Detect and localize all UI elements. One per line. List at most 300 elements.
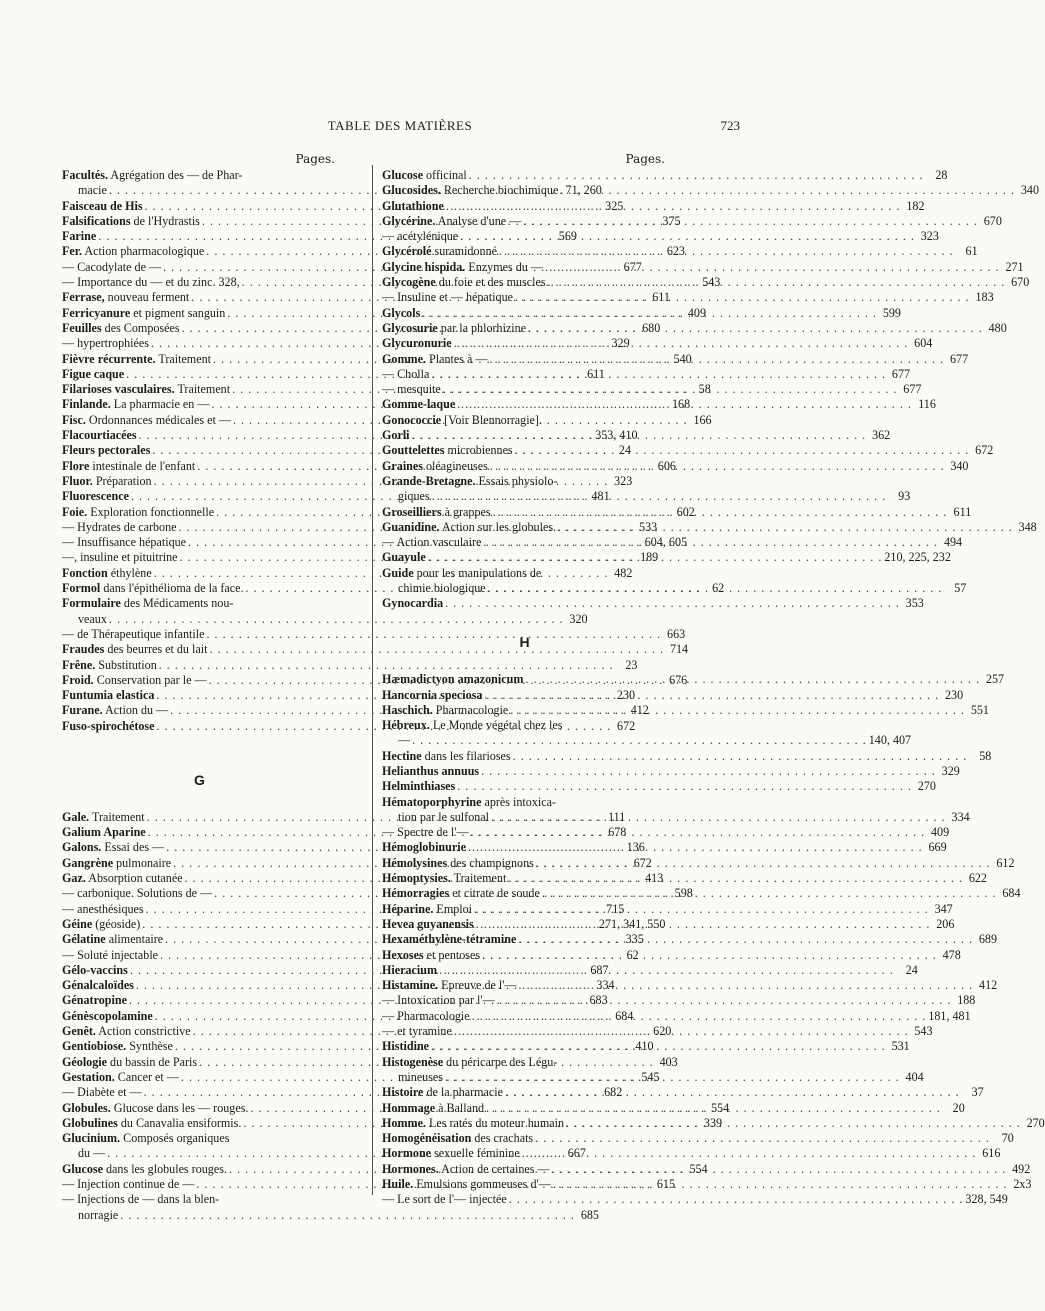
entry-term (62, 489, 129, 504)
entry-term (382, 993, 495, 1008)
entry-page-ref: 492 (1012, 1161, 1031, 1176)
dot-leader (499, 244, 954, 259)
entry-term (382, 1024, 452, 1039)
entry-text: Synthèse (126, 1039, 173, 1054)
dot-leader (432, 489, 887, 504)
entry-page-ref: 682 (604, 1085, 623, 1100)
entry-page-ref: 677 (891, 366, 911, 381)
entry-term (382, 275, 549, 290)
entry-term (62, 275, 240, 290)
entry-keyword: Fièvre récurrente. (62, 351, 156, 366)
entry-text: Emploi (433, 901, 473, 916)
entry-page-ref: 335 (625, 932, 644, 947)
entry-keyword: Finlande. (62, 397, 111, 412)
entry-term (62, 1116, 241, 1131)
entry-text: des crachats (471, 1131, 534, 1146)
entry-term (382, 1039, 429, 1054)
entry-keyword: Filarioses vasculaires. (62, 382, 175, 397)
entry-page-ref: 687 (590, 962, 609, 977)
entry-text: Les ratés du moteur humain (426, 1115, 565, 1130)
entry-term (382, 596, 443, 611)
dot-leader (493, 505, 948, 520)
entry-term (62, 336, 149, 351)
entry-term (382, 520, 556, 535)
index-entry (382, 840, 947, 855)
entry-term (62, 886, 212, 901)
entry-keyword: Hémoglobinurie (382, 840, 466, 855)
entry-text: par la phlorhizine (437, 320, 527, 335)
index-entry (382, 1085, 984, 1100)
dot-leader (535, 1131, 990, 1146)
entry-keyword: Gélo-vaccins (62, 962, 128, 977)
entry-page-ref: 684 (1002, 886, 1021, 901)
entry-page-ref: 480 (988, 320, 1007, 335)
entry-keyword: Glucinium. (62, 1131, 121, 1146)
entry-term (62, 993, 127, 1008)
entry-keyword: Fleurs pectorales (62, 443, 151, 458)
entry-term (62, 474, 152, 489)
entry-term (62, 612, 107, 627)
entry-term (382, 1101, 484, 1116)
entry-page-ref: 598 (674, 886, 693, 901)
index-entry (382, 795, 667, 810)
dot-leader (457, 779, 912, 794)
entry-text: — anesthésiques (62, 901, 144, 916)
entry-keyword: Globulines (62, 1115, 118, 1130)
dot-leader (523, 214, 978, 229)
entry-term (62, 810, 145, 825)
entry-term (62, 581, 244, 596)
entry-term (62, 840, 164, 855)
entry-text: à Balland (435, 1100, 485, 1115)
entry-page-ref: 677 (903, 382, 922, 397)
entry-keyword: Hommage (382, 1100, 436, 1115)
entry-page-ref: 168 (671, 397, 691, 412)
entry-term (382, 260, 543, 275)
section-letter: H (519, 633, 530, 650)
entry-text: Traitement (155, 351, 211, 366)
dot-leader (120, 1208, 575, 1223)
entry-page-ref: 340 (950, 458, 969, 473)
entry-text: Absorption cutanée (85, 871, 183, 886)
entry-term (382, 168, 467, 183)
entry-term (62, 825, 146, 840)
entry-text: microbiennes (444, 443, 513, 458)
index-entry (382, 978, 998, 993)
dot-leader (482, 948, 937, 963)
entry-term (62, 397, 209, 412)
entry-page-ref: 230 (944, 687, 964, 702)
entry-page-ref: 257 (985, 672, 1005, 687)
entry-term (382, 917, 474, 932)
entry-page-ref: 329 (611, 336, 630, 351)
entry-text: Emulsions gommeuses d'— (413, 1177, 551, 1191)
entry-text: du bassin de Paris (107, 1054, 198, 1069)
entry-page-ref: 677 (949, 351, 969, 366)
entry-page-ref: 676 (669, 672, 688, 687)
dot-leader (505, 1085, 960, 1100)
entry-text: intestinale de l'enfant (89, 458, 196, 473)
entry-keyword: Gélatine (62, 932, 106, 947)
index-entry (382, 290, 994, 305)
entry-text: Pharmacologie (432, 702, 509, 717)
entry-term (62, 535, 186, 550)
entry-text: Le Monde végétal chez les (429, 718, 563, 733)
entry-page-ref: 611 (587, 366, 605, 381)
entry-keyword: Groseilliers (382, 504, 442, 519)
entry-keyword: Guanidine. (382, 519, 440, 534)
index-entry (382, 535, 963, 550)
dot-leader (470, 825, 925, 840)
index-entry (62, 1192, 337, 1207)
entry-term (382, 1146, 520, 1161)
entry-text: sexuelle féminine (431, 1146, 520, 1161)
entry-page-ref: 494 (943, 535, 963, 550)
entry-keyword: Gynocardia (382, 596, 444, 611)
index-entry (382, 779, 936, 794)
entry-page-ref: 602 (676, 504, 695, 519)
entry-text: — mesquite (382, 382, 441, 397)
index-entry (382, 443, 994, 458)
entry-keyword: Galium Aparine (62, 825, 146, 840)
entry-keyword: Histamine. (382, 978, 439, 993)
dot-leader (476, 917, 931, 932)
entry-keyword: Glycérolé (382, 244, 432, 259)
dot-leader (510, 703, 965, 718)
entry-keyword: Foie. (62, 504, 88, 519)
entry-keyword: Guayule (382, 550, 426, 565)
entry-page-ref: 271, 341, 550 (598, 916, 666, 931)
entry-term (382, 1192, 507, 1207)
dot-leader (446, 199, 901, 214)
index-entry (62, 596, 337, 611)
entry-term (62, 856, 171, 871)
entry-keyword: Génèscopolamine (62, 1008, 153, 1023)
entry-text: — de Thérapeutique infantile (62, 626, 205, 641)
entry-text: — Injections de — dans la blen- (62, 1192, 220, 1207)
entry-term (62, 1085, 142, 1100)
entry-text: — acétylénique (382, 229, 459, 244)
entry-page-ref: 611 (652, 290, 670, 305)
entry-term (382, 367, 429, 382)
index-entry (382, 519, 1037, 535)
entry-page-ref: 412 (630, 703, 649, 718)
entry-term (382, 733, 410, 748)
index-entry (382, 413, 667, 428)
entry-page-ref: 136 (626, 840, 645, 855)
entry-term (382, 703, 508, 718)
index-entry (382, 733, 912, 748)
index-entry (382, 259, 1024, 275)
entry-term (382, 1070, 443, 1085)
entry-term (382, 505, 491, 520)
entry-term (382, 978, 517, 993)
entry-text: des Médicaments nou- (120, 596, 234, 611)
entry-page-ref: 412 (979, 978, 998, 993)
entry-keyword: Helianthus annuus (382, 763, 480, 778)
entry-keyword: Hexoses (382, 947, 424, 962)
entry-text: Substitution (95, 657, 157, 672)
index-entry (382, 198, 925, 214)
entry-text: Action de certaines — (438, 1161, 550, 1176)
entry-term (382, 963, 437, 978)
index-entry (382, 336, 933, 351)
entry-page-ref: 685 (580, 1207, 599, 1222)
entry-page-ref: 183 (975, 290, 994, 305)
entry-keyword: Histogenèse (382, 1054, 444, 1069)
entry-term (382, 1177, 551, 1192)
entry-term (62, 413, 231, 428)
dot-leader (552, 1162, 1007, 1177)
entry-term (382, 474, 557, 489)
entry-keyword: Farine (62, 229, 97, 244)
entry-text: des Composées (101, 320, 180, 335)
entry-keyword: Gorli (382, 428, 410, 443)
entry-keyword: Globules. (62, 1100, 111, 1115)
entry-keyword: Haschich. (382, 702, 433, 717)
entry-page-ref: 543 (914, 1024, 933, 1039)
index-entry (382, 550, 951, 565)
entry-text: dans les filarioses (421, 748, 511, 763)
entry-keyword: Froid. (62, 672, 94, 687)
entry-text: oléagineuses (422, 458, 488, 473)
entry-keyword: Hémolysines (382, 855, 448, 870)
entry-keyword: Facultés. (62, 168, 109, 182)
entry-term (62, 229, 96, 244)
entry-page-ref: 714 (669, 642, 689, 657)
entry-text: — Insuffisance hépatique (62, 535, 187, 550)
entry-term (62, 566, 152, 581)
entry-page-ref: 615 (656, 1177, 675, 1191)
entry-keyword: Huile. (382, 1177, 414, 1191)
entry-page-ref: 481 (591, 489, 610, 504)
entry-page-ref: 540 (673, 351, 692, 366)
entry-page-ref: 667 (567, 1146, 586, 1161)
entry-text: — Pharmacologie (382, 1008, 470, 1023)
entry-page-ref: 37 (971, 1085, 984, 1100)
entry-term (62, 352, 211, 367)
entry-text: — Importance du — et du zinc. 328, (62, 275, 240, 290)
entry-page-ref: 28 (935, 168, 948, 182)
entry-keyword: Flacourtiacées (62, 428, 137, 443)
entry-page-ref: 70 (1001, 1131, 1014, 1146)
entry-term (382, 948, 480, 963)
entry-keyword: Gangrène (62, 855, 114, 870)
dot-leader (553, 1177, 1008, 1192)
index-entry (382, 1024, 933, 1039)
index-entry (62, 168, 337, 183)
dot-leader (484, 688, 939, 703)
index-entry (382, 474, 667, 489)
dot-leader (513, 749, 968, 764)
entry-page-ref: 339 (703, 1115, 723, 1130)
entry-term (62, 658, 157, 673)
entry-term (62, 290, 189, 305)
dot-leader (545, 260, 1000, 275)
entry-keyword: Gomme. (382, 351, 426, 366)
entry-text: Action pharmacologique (82, 244, 205, 259)
entry-page-ref: 24 (618, 443, 631, 458)
entry-text: du — (78, 1146, 106, 1161)
entry-page-ref: 325 (605, 198, 624, 213)
entry-keyword: Fer. (62, 244, 83, 259)
dot-leader (486, 1101, 941, 1116)
entry-page-ref: 181, 481 (928, 1008, 971, 1023)
entry-term (62, 1146, 105, 1161)
entry-page-ref: 409 (931, 825, 950, 840)
entry-term (62, 688, 154, 703)
entry-term (62, 1101, 248, 1116)
entry-page-ref: 604, 605 (644, 535, 688, 550)
dot-leader (497, 993, 952, 1008)
entry-keyword: Fraudes (62, 642, 105, 657)
entry-term (62, 214, 200, 229)
entry-page-ref: 554 (689, 1161, 708, 1176)
entry-term (382, 718, 562, 733)
entry-term (382, 1131, 533, 1146)
entry-text: Préparation (92, 473, 152, 488)
entry-text: [Voir Blennorragie]. (441, 412, 542, 427)
entry-page-ref: 71, 260 (565, 183, 602, 198)
entry-page-ref: 670 (983, 213, 1002, 228)
entry-keyword: Glycols (382, 305, 421, 320)
entry-text: à grappes (441, 504, 491, 519)
entry-page-ref: 545 (641, 1069, 660, 1084)
spacer (62, 749, 337, 764)
entry-term (62, 1024, 191, 1039)
entry-page-ref: 599 (882, 305, 901, 320)
dot-leader (515, 443, 970, 458)
index-entry (62, 1207, 599, 1223)
entry-page-ref: 340 (1020, 183, 1039, 198)
entry-text: Action du — (102, 703, 169, 718)
entry-term (62, 505, 214, 520)
entry-term (62, 703, 168, 718)
entry-term (62, 1208, 118, 1223)
entry-text: veaux (78, 611, 107, 626)
entry-page-ref: 672 (633, 855, 652, 870)
entry-keyword: Hæmadictyon amazonicum (382, 672, 524, 687)
index-entry (382, 702, 989, 718)
entry-keyword: Gaz. (62, 871, 86, 886)
dot-leader (490, 459, 945, 474)
index-entry (382, 901, 953, 917)
index-entry (62, 642, 689, 657)
entry-term (382, 443, 513, 458)
entry-text: et citrate de soude (449, 886, 540, 901)
entry-text: tion par le sulfonal (398, 809, 490, 824)
index-entry (62, 657, 638, 673)
entry-term (382, 672, 523, 687)
entry-term (382, 352, 487, 367)
index-entry (382, 1146, 1001, 1161)
dot-leader (460, 229, 915, 244)
entry-text: suramidonné (431, 244, 497, 259)
entry-text: dans l'épithélioma de la face. (100, 581, 244, 596)
index-entry (382, 596, 924, 611)
dot-leader (558, 520, 1013, 535)
entry-term (62, 321, 180, 336)
entry-text: pulmonaire (113, 855, 172, 870)
entry-page-ref: 58 (698, 382, 711, 397)
entry-text: mineuses (398, 1069, 444, 1084)
entry-keyword: Héparine. (382, 901, 434, 916)
entry-term (62, 627, 205, 642)
entry-term (382, 290, 513, 305)
entry-text: Action sur les globules. (439, 519, 557, 534)
entry-text: — Cholla (382, 366, 430, 381)
entry-page-ref: 188 (957, 993, 976, 1008)
entry-keyword: Génatropine (62, 993, 127, 1008)
entry-term (62, 1131, 229, 1146)
entry-page-ref: 623 (666, 244, 685, 259)
entry-text: La pharmacie en — (110, 397, 210, 412)
entry-term (62, 596, 233, 611)
entry-term (382, 779, 455, 794)
entry-term (62, 459, 195, 474)
index-entry (382, 871, 987, 886)
entry-keyword: Fluorescence (62, 489, 129, 504)
entry-text: — Injection continue de — (62, 1177, 195, 1191)
dot-leader (536, 856, 991, 871)
entry-page-ref: 606 (657, 458, 676, 473)
entry-term (62, 902, 144, 917)
entry-term (62, 183, 107, 198)
index-entry (382, 932, 997, 947)
entry-term (382, 306, 420, 321)
entry-term (62, 932, 163, 947)
entry-page-ref: 206 (936, 916, 955, 931)
entry-term (62, 550, 178, 565)
entry-text: — Insuline et — hépatique (382, 290, 513, 305)
entry-keyword: Hébreux. (382, 718, 430, 733)
entry-page-ref: 413 (645, 871, 664, 886)
entry-text: après intoxica- (481, 794, 556, 809)
entry-text: — Spectre de l'— (382, 825, 469, 840)
entry-keyword: Hormones. (382, 1161, 439, 1176)
entry-page-ref: 533 (639, 519, 658, 534)
entry-page-ref: 670 (1011, 275, 1030, 290)
entry-text: —, insuline et pituitrine (62, 550, 178, 565)
entry-keyword: Gestation. (62, 1069, 115, 1084)
entry-term (382, 321, 526, 336)
entry-term (62, 719, 155, 734)
index-entry (382, 947, 961, 963)
entry-term (62, 642, 207, 657)
entry-keyword: Gomme-laque (382, 397, 456, 412)
index-entry (382, 1177, 1032, 1192)
entry-page-ref: 616 (982, 1146, 1001, 1161)
entry-term (382, 397, 455, 412)
index-entry (382, 855, 1015, 871)
entry-term (62, 1055, 197, 1070)
entry-text: — Le sort de l'— injectée (382, 1192, 507, 1207)
dot-leader (443, 382, 898, 397)
entry-page-ref: 329 (941, 763, 960, 778)
dot-leader (488, 581, 943, 596)
entry-keyword: Fuso-spirochétose (62, 718, 155, 733)
dot-leader (481, 764, 936, 779)
entry-text: — (398, 733, 411, 748)
dot-leader (431, 1039, 886, 1054)
entry-page-ref: 270 (1026, 1115, 1045, 1130)
entry-keyword: Galons. (62, 840, 102, 855)
entry-text: Plantes à — (426, 351, 488, 366)
entry-page-ref: 353 (905, 596, 924, 611)
entry-term (62, 963, 128, 978)
entry-text: Recherche biochimique (440, 183, 559, 198)
entry-page-ref: 478 (942, 947, 961, 962)
